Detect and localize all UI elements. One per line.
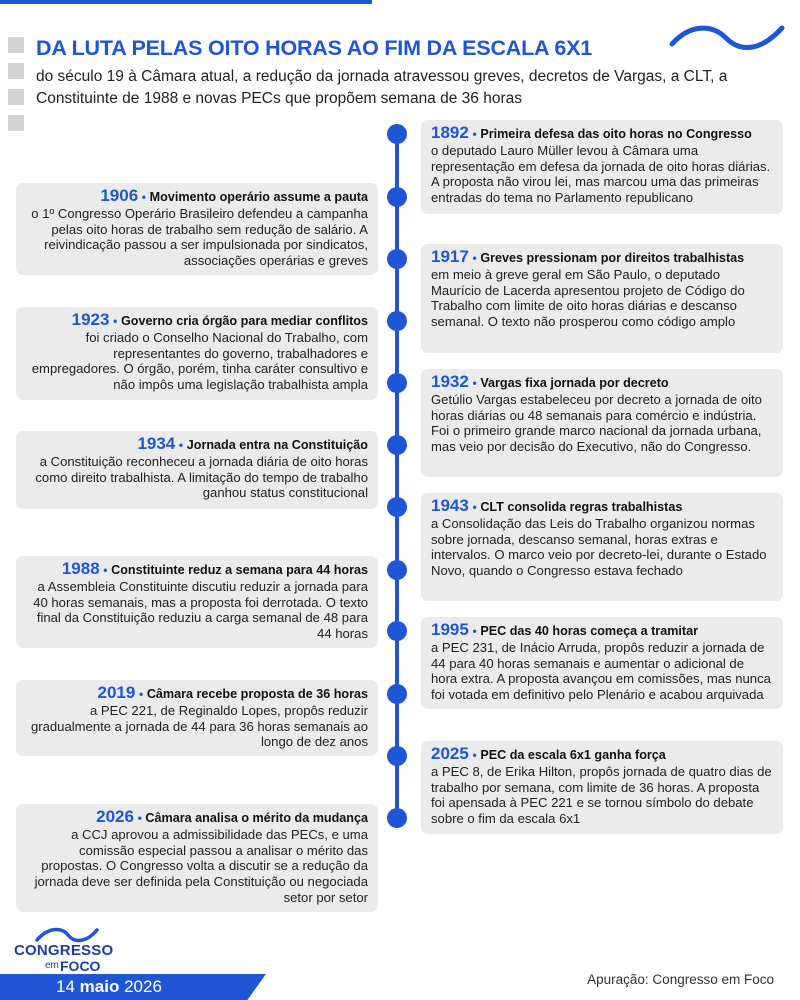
event-label: Câmara recebe proposta de 36 horas <box>146 687 368 701</box>
event-label: Vargas fixa jornada por decreto <box>480 376 669 390</box>
event-label: Movimento operário assume a pauta <box>149 190 368 204</box>
timeline-card: 1932 • Vargas fixa jornada por decreto Getúlio Vargas estabeleceu por decreto a jornada de oito horas diárias ou 48 semanais para comércio e indústria. Foi o primeiro grande marco nacional da jornada urbana, mas veio por decisão do Executivo, não do Congresso. <box>421 369 783 477</box>
timeline-dot <box>387 249 407 269</box>
event-label: Primeira defesa das oito horas no Congresso <box>480 127 752 141</box>
timeline-dot <box>387 808 407 828</box>
timeline-dot <box>387 124 407 144</box>
timeline-axis <box>395 132 399 816</box>
timeline-dot <box>387 684 407 704</box>
event-text: em meio à greve geral em São Paulo, o deputado Maurício de Lacerda apresentou projeto de Código do Trabalho com limite de oito horas diárias e descanso semanal. O texto não prosperou como código amplo <box>431 266 745 330</box>
event-text: a Consolidação das Leis do Trabalho organizou normas sobre jornada, descanso semanal, horas extras e intervalos. O marco veio por decreto-lei, durante o Estado Novo, quando o Congresso estava fechado <box>431 515 767 579</box>
brand-logo <box>14 925 126 975</box>
timeline-card: 1943 • CLT consolida regras trabalhistas a Consolidação das Leis do Trabalho organizou normas sobre jornada, descanso semanal, horas extras e intervalos. O marco veio por decreto-lei, durante o Estado Novo, quando o Congresso estava fechado <box>421 493 783 601</box>
event-text: a PEC 231, de Inácio Arruda, propôs reduzir a jornada de 44 para 40 horas semanais e aumentar o adicional de hora extra. A proposta avançou em comissões, mas nunca foi votada em definitivo pelo Plenário e acabou arquivada <box>431 639 771 703</box>
brand-wave-icon <box>668 20 786 50</box>
event-label: CLT consolida regras trabalhistas <box>480 500 683 514</box>
publication-date: 14 maio 2026 <box>56 977 162 996</box>
event-year: 1923 <box>71 310 110 329</box>
timeline-dot <box>387 373 407 393</box>
timeline-dot <box>387 560 407 580</box>
timeline-card: 1988 • Constituinte reduz a semana para 44 horas a Assembleia Constituinte discutiu reduzir a jornada para 40 horas semanais, mas a proposta foi derrotada. O texto final da Constituição reduziu a carga semanal de 48 para 44 horas <box>16 556 378 648</box>
event-year: 2019 <box>97 683 136 702</box>
source-credit: Apuração: Congresso em Foco <box>587 972 774 987</box>
timeline-dot <box>387 187 407 207</box>
timeline-dot <box>387 746 407 766</box>
timeline-card: 2026 • Câmara analisa o mérito da mudança a CCJ aprovou a admissibilidade das PECs, e uma comissão especial passou a analisar o mérito das propostas. O Congresso volta a discutir se a redução da jornada deve ser definida pela Constituição ou negociada setor por setor <box>16 804 378 912</box>
event-year: 1943 <box>431 496 469 515</box>
decor-square <box>8 63 24 79</box>
timeline-card: 2025 • PEC da escala 6x1 ganha força a PEC 8, de Erika Hilton, propôs jornada de quatro dias de trabalho por semana, com limite de 36 horas. A proposta foi apensada à PEC 221 e se tornou símbolo do debate sobre o fim da escala 6x1 <box>421 741 783 834</box>
event-text: a Assembleia Constituinte discutiu reduzir a jornada para 40 horas semanais, mas a proposta foi derrotada. O texto final da Constituição reduziu a carga semanal de 48 para 44 horas <box>33 578 368 642</box>
decor-square <box>8 89 24 105</box>
event-text: a PEC 8, de Erika Hilton, propôs jornada de quatro dias de trabalho por semana, com limite de 36 horas. A proposta foi apensada à PEC 221 e se tornou símbolo do debate sobre o fim da escala 6x1 <box>431 763 772 827</box>
event-year: 1995 <box>431 620 469 639</box>
event-year: 1892 <box>431 123 469 142</box>
event-year: 1932 <box>431 372 469 391</box>
timeline-card: 1906 • Movimento operário assume a pauta o 1º Congresso Operário Brasileiro defendeu a campanha pelas oito horas de trabalho sem redução de salário. A reivindicação passou a ser impulsionada por sindicatos, associações operárias e greves <box>16 183 378 275</box>
decor-square <box>8 115 24 131</box>
event-label: Jornada entra na Constituição <box>186 438 368 452</box>
event-year: 1906 <box>100 186 139 205</box>
event-label: Constituinte reduz a semana para 44 horas <box>111 563 368 577</box>
event-year: 1988 <box>61 559 100 578</box>
timeline-card: 1923 • Governo cria órgão para mediar conflitos foi criado o Conselho Nacional do Trabalho, com representantes do governo, trabalhadores e empregadores. O órgão, porém, tinha caráter consultivo e não impôs uma legislação trabalhista ampla <box>16 307 378 400</box>
event-label: Câmara analisa o mérito da mudança <box>145 811 368 825</box>
brand-name: CONGRESSO <box>14 942 114 959</box>
page-subtitle: do século 19 à Câmara atual, a redução da jornada atravessou greves, decretos de Vargas, a CLT, a Constituinte de 1988 e novas PECs que propõem semana de 36 horas <box>36 68 728 107</box>
event-label: PEC das 40 horas começa a tramitar <box>480 624 699 638</box>
event-text: foi criado o Conselho Nacional do Trabalho, com representantes do governo, trabalhadores e empregadores. O órgão, porém, tinha caráter consultivo e não impôs uma legislação trabalhista ampla <box>31 329 368 393</box>
event-label: PEC da escala 6x1 ganha força <box>480 748 666 762</box>
timeline-card: 1917 • Greves pressionam por direitos trabalhistas em meio à greve geral em São Paulo, o deputado Maurício de Lacerda apresentou projeto de Código do Trabalho com limite de oito horas diárias e descanso semanal. O texto não prosperou como código amplo <box>421 244 783 353</box>
timeline-card: 2019 • Câmara recebe proposta de 36 horas a PEC 221, de Reginaldo Lopes, propôs reduzir gradualmente a jornada de 44 para 36 horas semanais ao longo de dez anos <box>16 680 378 756</box>
event-text: a CCJ aprovou a admissibilidade das PECs, e uma comissão especial passou a analisar o mérito das propostas. O Congresso volta a discutir se a redução da jornada deve ser definida pela Constituição ou negociada setor por setor <box>34 826 368 905</box>
decor-square <box>8 37 24 53</box>
page-title: DA LUTA PELAS OITO HORAS AO FIM DA ESCALA 6X1 <box>36 36 593 60</box>
event-text: a Constituição reconheceu a jornada diária de oito horas como direito trabalhista. A limitação do tempo de trabalho ganhou status constitucional <box>35 453 368 501</box>
event-year: 1917 <box>431 247 469 266</box>
brand-em: em <box>45 960 59 971</box>
timeline-dot <box>387 621 407 641</box>
event-year: 2026 <box>96 807 134 826</box>
event-text: Getúlio Vargas estabeleceu por decreto a jornada de oito horas diárias ou 48 semanais para comércio e indústria. Foi o primeiro grande marco nacional da jornada urbana, mas veio por decisão do Executivo, não do Congresso. <box>431 391 762 455</box>
brand-foco: FOCO <box>60 958 101 974</box>
event-year: 2025 <box>431 744 469 763</box>
event-text: o 1º Congresso Operário Brasileiro defendeu a campanha pelas oito horas de trabalho sem redução de salário. A reivindicação passou a ser impulsionada por sindicatos, associações operárias e greves <box>31 205 368 269</box>
timeline-dot <box>387 311 407 331</box>
timeline-dot <box>387 435 407 455</box>
event-text: a PEC 221, de Reginaldo Lopes, propôs reduzir gradualmente a jornada de 44 para 36 horas semanais ao longo de dez anos <box>30 702 368 750</box>
timeline-card: 1934 • Jornada entra na Constituição a Constituição reconheceu a jornada diária de oito horas como direito trabalhista. A limitação do tempo de trabalho ganhou status constitucional <box>16 431 378 509</box>
timeline-dot <box>387 497 407 517</box>
timeline-card: 1892 • Primeira defesa das oito horas no Congresso o deputado Lauro Müller levou à Câmara uma representação em defesa da jornada de oito horas diárias. A proposta não virou lei, mas marcou uma das primeiras entradas do tema no Parlamento republicano <box>421 120 783 214</box>
timeline-card: 1995 • PEC das 40 horas começa a tramitar a PEC 231, de Inácio Arruda, propôs reduzir a jornada de 44 para 40 horas semanais e aumentar o adicional de hora extra. A proposta avançou em comissões, mas nunca foi votada em definitivo pelo Plenário e acabou arquivada <box>421 617 783 709</box>
event-label: Governo cria órgão para mediar conflitos <box>120 314 368 328</box>
event-year: 1934 <box>137 434 176 453</box>
brand-arc-icon <box>34 925 100 943</box>
event-text: o deputado Lauro Müller levou à Câmara uma representação em defesa da jornada de oito horas diárias. A proposta não virou lei, mas marcou uma das primeiras entradas do tema no Parlamento republicano <box>431 142 771 206</box>
top-accent-bar <box>0 0 372 4</box>
event-label: Greves pressionam por direitos trabalhistas <box>480 251 745 265</box>
